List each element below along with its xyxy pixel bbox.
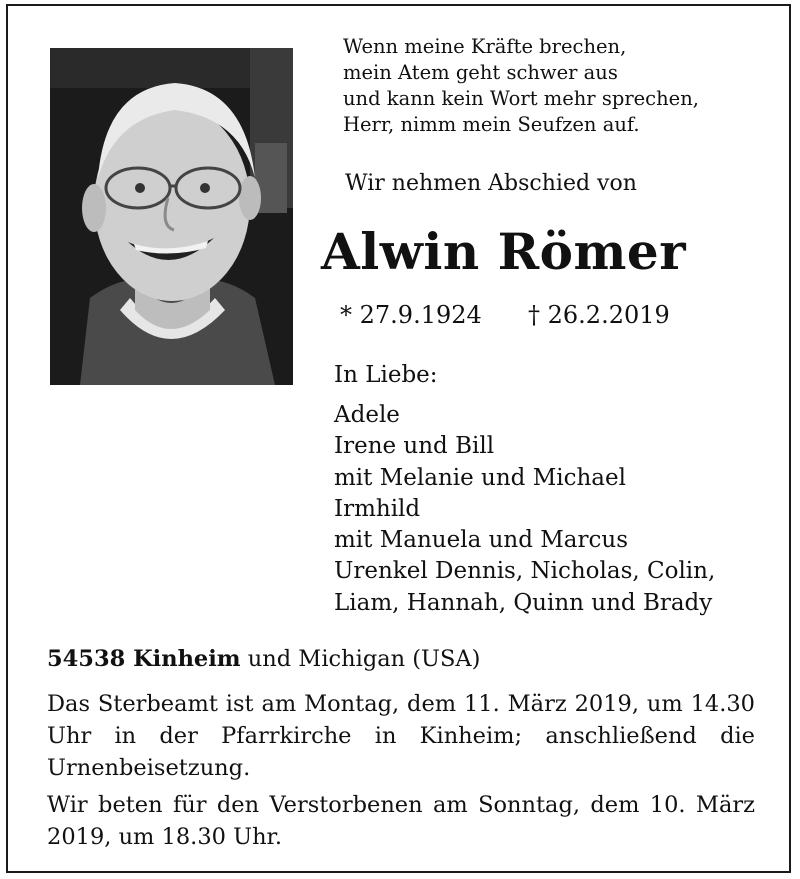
mourner-line: Irene und Bill (334, 433, 495, 460)
mourner-line: Irmhild (334, 495, 421, 522)
in-love-label: In Liebe: (334, 362, 438, 388)
farewell-intro: Wir nehmen Abschied von (345, 171, 637, 196)
deceased-name: Alwin Römer (321, 222, 687, 281)
poem-line: Herr, nimm mein Seufzen auf. (343, 113, 640, 136)
location-line (47, 646, 480, 672)
poem-line: mein Atem geht schwer aus (343, 61, 618, 84)
death-date: † 26.2.2019 (528, 301, 670, 329)
poem-line: Wenn meine Kräfte brechen, (343, 35, 627, 58)
mourner-line: Adele (334, 402, 400, 428)
birth-date: * 27.9.1924 (340, 301, 482, 329)
prayer-paragraph: Wir beten für den Verstorbenen am Sonntag, dem 10. März 2019, um 18.30 Uhr. (47, 792, 755, 850)
mourner-line: mit Manuela und Marcus (334, 527, 629, 554)
mourner-line: Liam, Hannah, Quinn und Brady (334, 589, 713, 616)
poem-verse (343, 34, 699, 138)
location-rest: und Michigan (USA) (240, 646, 481, 672)
mourner-line: mit Melanie und Michael (334, 464, 626, 491)
mourner-line: Urenkel Dennis, Nicholas, Colin, (334, 558, 716, 585)
service-paragraph: Das Sterbeamt ist am Montag, dem 11. März 2019, um 14.30 Uhr in der Pfarrkirche in Kinheim; anschließend die Urnenbeisetzung. (47, 691, 755, 781)
mourners-list (334, 400, 715, 619)
portrait-photo (50, 48, 293, 385)
location-place: 54538 Kinheim (47, 646, 241, 672)
poem-line: und kann kein Wort mehr sprechen, (343, 87, 699, 110)
